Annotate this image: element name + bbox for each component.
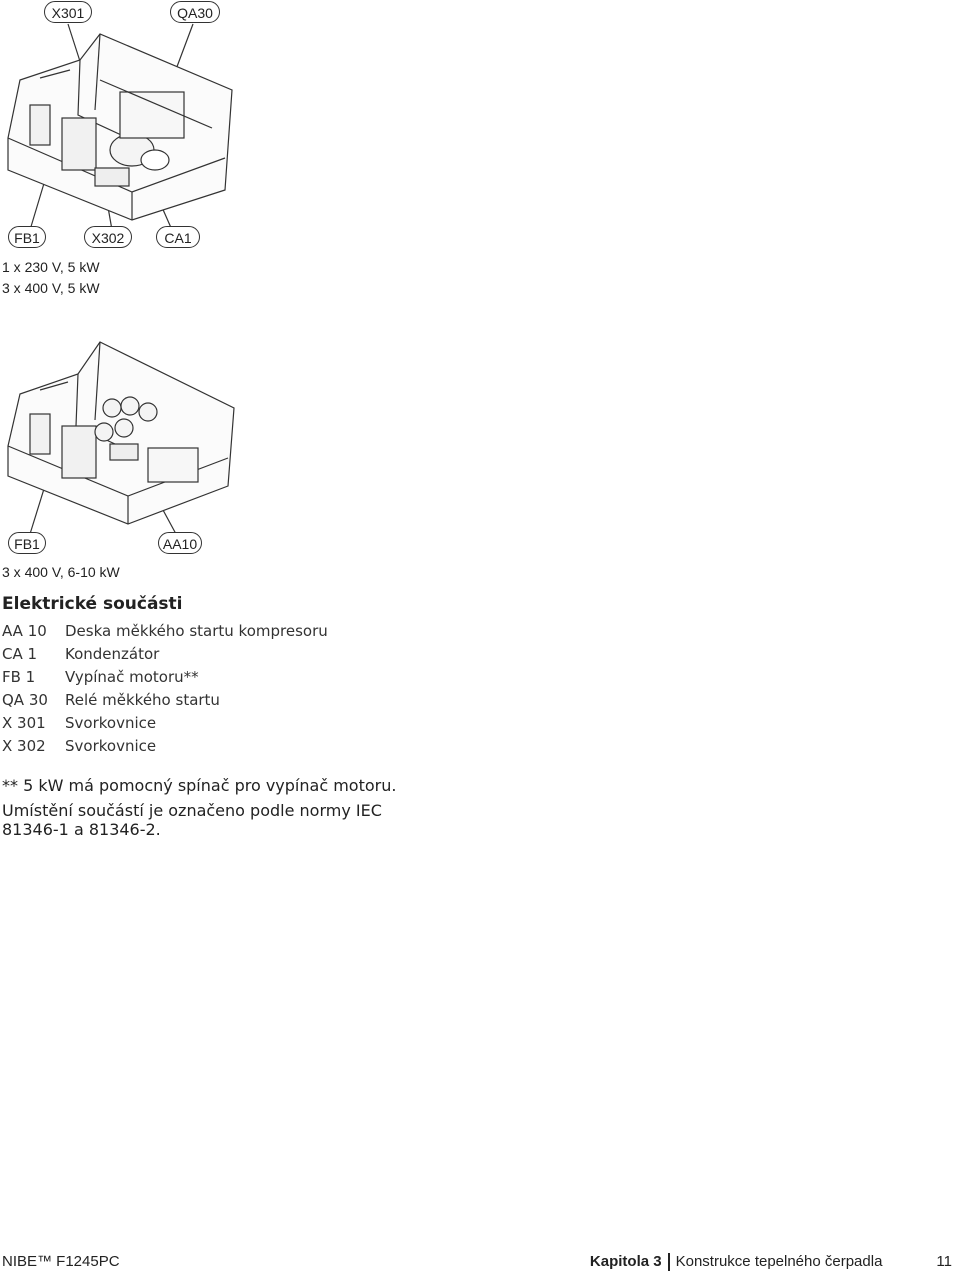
legend-code: X 302 [2, 737, 46, 755]
legend-item [2, 735, 328, 758]
label-qa30: QA30 [170, 1, 220, 23]
electrical-box-illustration-5kw [0, 20, 260, 250]
legend-item [2, 620, 328, 643]
label-x302: X302 [84, 226, 132, 248]
figure1-caption-line2: 3 x 400 V, 5 kW [2, 280, 100, 296]
legend-code: FB 1 [2, 668, 36, 686]
label-ca1: CA1 [156, 226, 200, 248]
iec-note: Umístění součástí je označeno podle normy IEC 81346-1 a 81346-2. [2, 801, 382, 839]
component-legend [2, 620, 328, 758]
footer-chapter [590, 1252, 952, 1272]
label-aa10: AA10 [158, 532, 202, 554]
footer-page-number: 11 [936, 1253, 952, 1270]
legend-desc: Kondenzátor [65, 645, 160, 663]
legend-desc: Vypínač motoru** [65, 668, 199, 686]
footnote: ** 5 kW má pomocný spínač pro vypínač motoru. [2, 776, 397, 795]
legend-code: QA 30 [2, 691, 48, 709]
legend-desc: Svorkovnice [65, 737, 157, 755]
legend-code: AA 10 [2, 622, 47, 640]
legend-item [2, 689, 328, 712]
electrical-box-illustration-6-10kw [0, 336, 260, 536]
figure1-caption-line1: 1 x 230 V, 5 kW [2, 259, 100, 275]
legend-desc: Deska měkkého startu kompresoru [65, 622, 328, 640]
footer-chapter-title: Konstrukce tepelného čerpadla [675, 1253, 883, 1270]
legend-code: CA 1 [2, 645, 38, 663]
figure2-caption: 3 x 400 V, 6-10 kW [2, 564, 120, 580]
label-x301: X301 [44, 1, 92, 23]
legend-desc: Relé měkkého startu [65, 691, 220, 709]
legend-code: X 301 [2, 714, 46, 732]
label-fb1-fig2: FB1 [8, 532, 46, 554]
label-fb1: FB1 [8, 226, 46, 248]
legend-item [2, 666, 328, 689]
footer-chapter-number: Kapitola 3 [589, 1253, 662, 1270]
footer-divider [668, 1253, 670, 1271]
legend-item [2, 712, 328, 735]
footer-product: NIBE™ F1245PC [2, 1253, 120, 1270]
section-heading: Elektrické součásti [2, 594, 183, 614]
legend-item [2, 643, 328, 666]
legend-desc: Svorkovnice [65, 714, 157, 732]
